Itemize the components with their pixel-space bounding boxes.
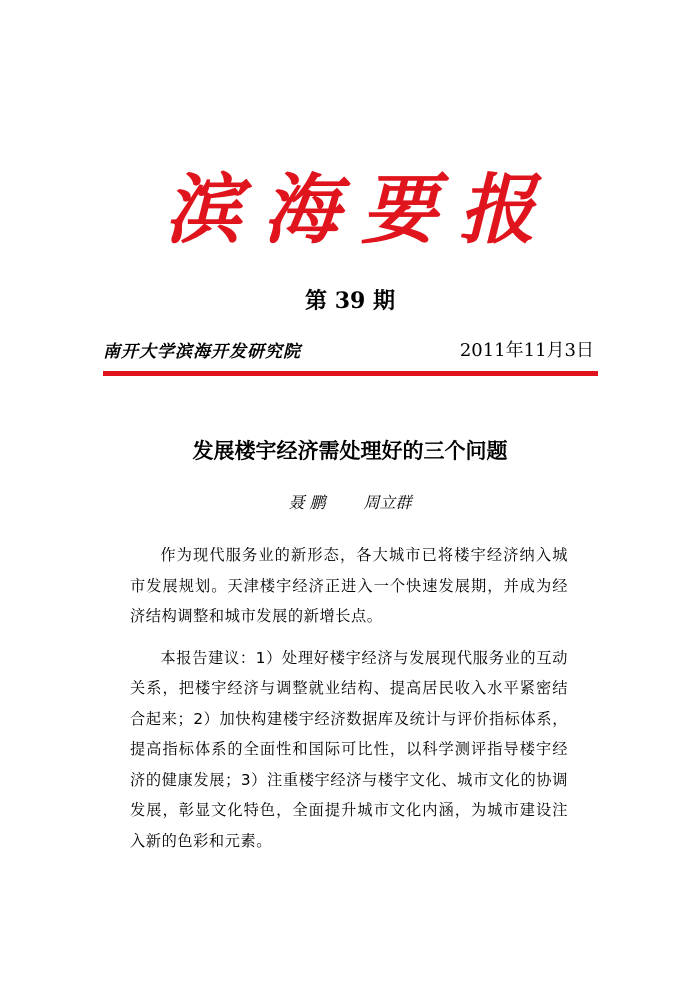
publication-date: 2011年11月3日 xyxy=(459,340,594,361)
author-name: 聂 鹏 xyxy=(288,493,326,512)
header-divider xyxy=(103,371,598,376)
body-paragraph: 作为现代服务业的新形态，各大城市已将楼宇经济纳入城市发展规划。天津楼宇经济正进入一个快速发展期，并成为经济结构调整和城市发展的新增长点。 xyxy=(130,546,568,625)
issue-number: 第 39 期 xyxy=(305,288,395,314)
article-authors xyxy=(0,491,700,515)
publisher-name: 南开大学滨海开发研究院 xyxy=(103,342,301,362)
body-paragraph: 本报告建议：1）处理好楼宇经济与发展现代服务业的互动关系，把楼宇经济与调整就业结构、提高居民收入水平紧密结合起来；2）加快构建楼宇经济数据库及统计与评价指标体系，提高指标体系的全面性和国际可比性，以科学测评指导楼宇经济的健康发展；3）注重楼宇经济与楼宇文化、城市文化的协调发展，彰显文化特色，全面提升城市文化内涵，为城市建设注入新的色彩和元素。 xyxy=(130,648,568,850)
author-name: 周立群 xyxy=(363,493,412,512)
article-title: 发展楼宇经济需处理好的三个问题 xyxy=(192,439,508,463)
masthead-title: 滨海要报 xyxy=(165,165,557,254)
article-body xyxy=(130,540,568,867)
